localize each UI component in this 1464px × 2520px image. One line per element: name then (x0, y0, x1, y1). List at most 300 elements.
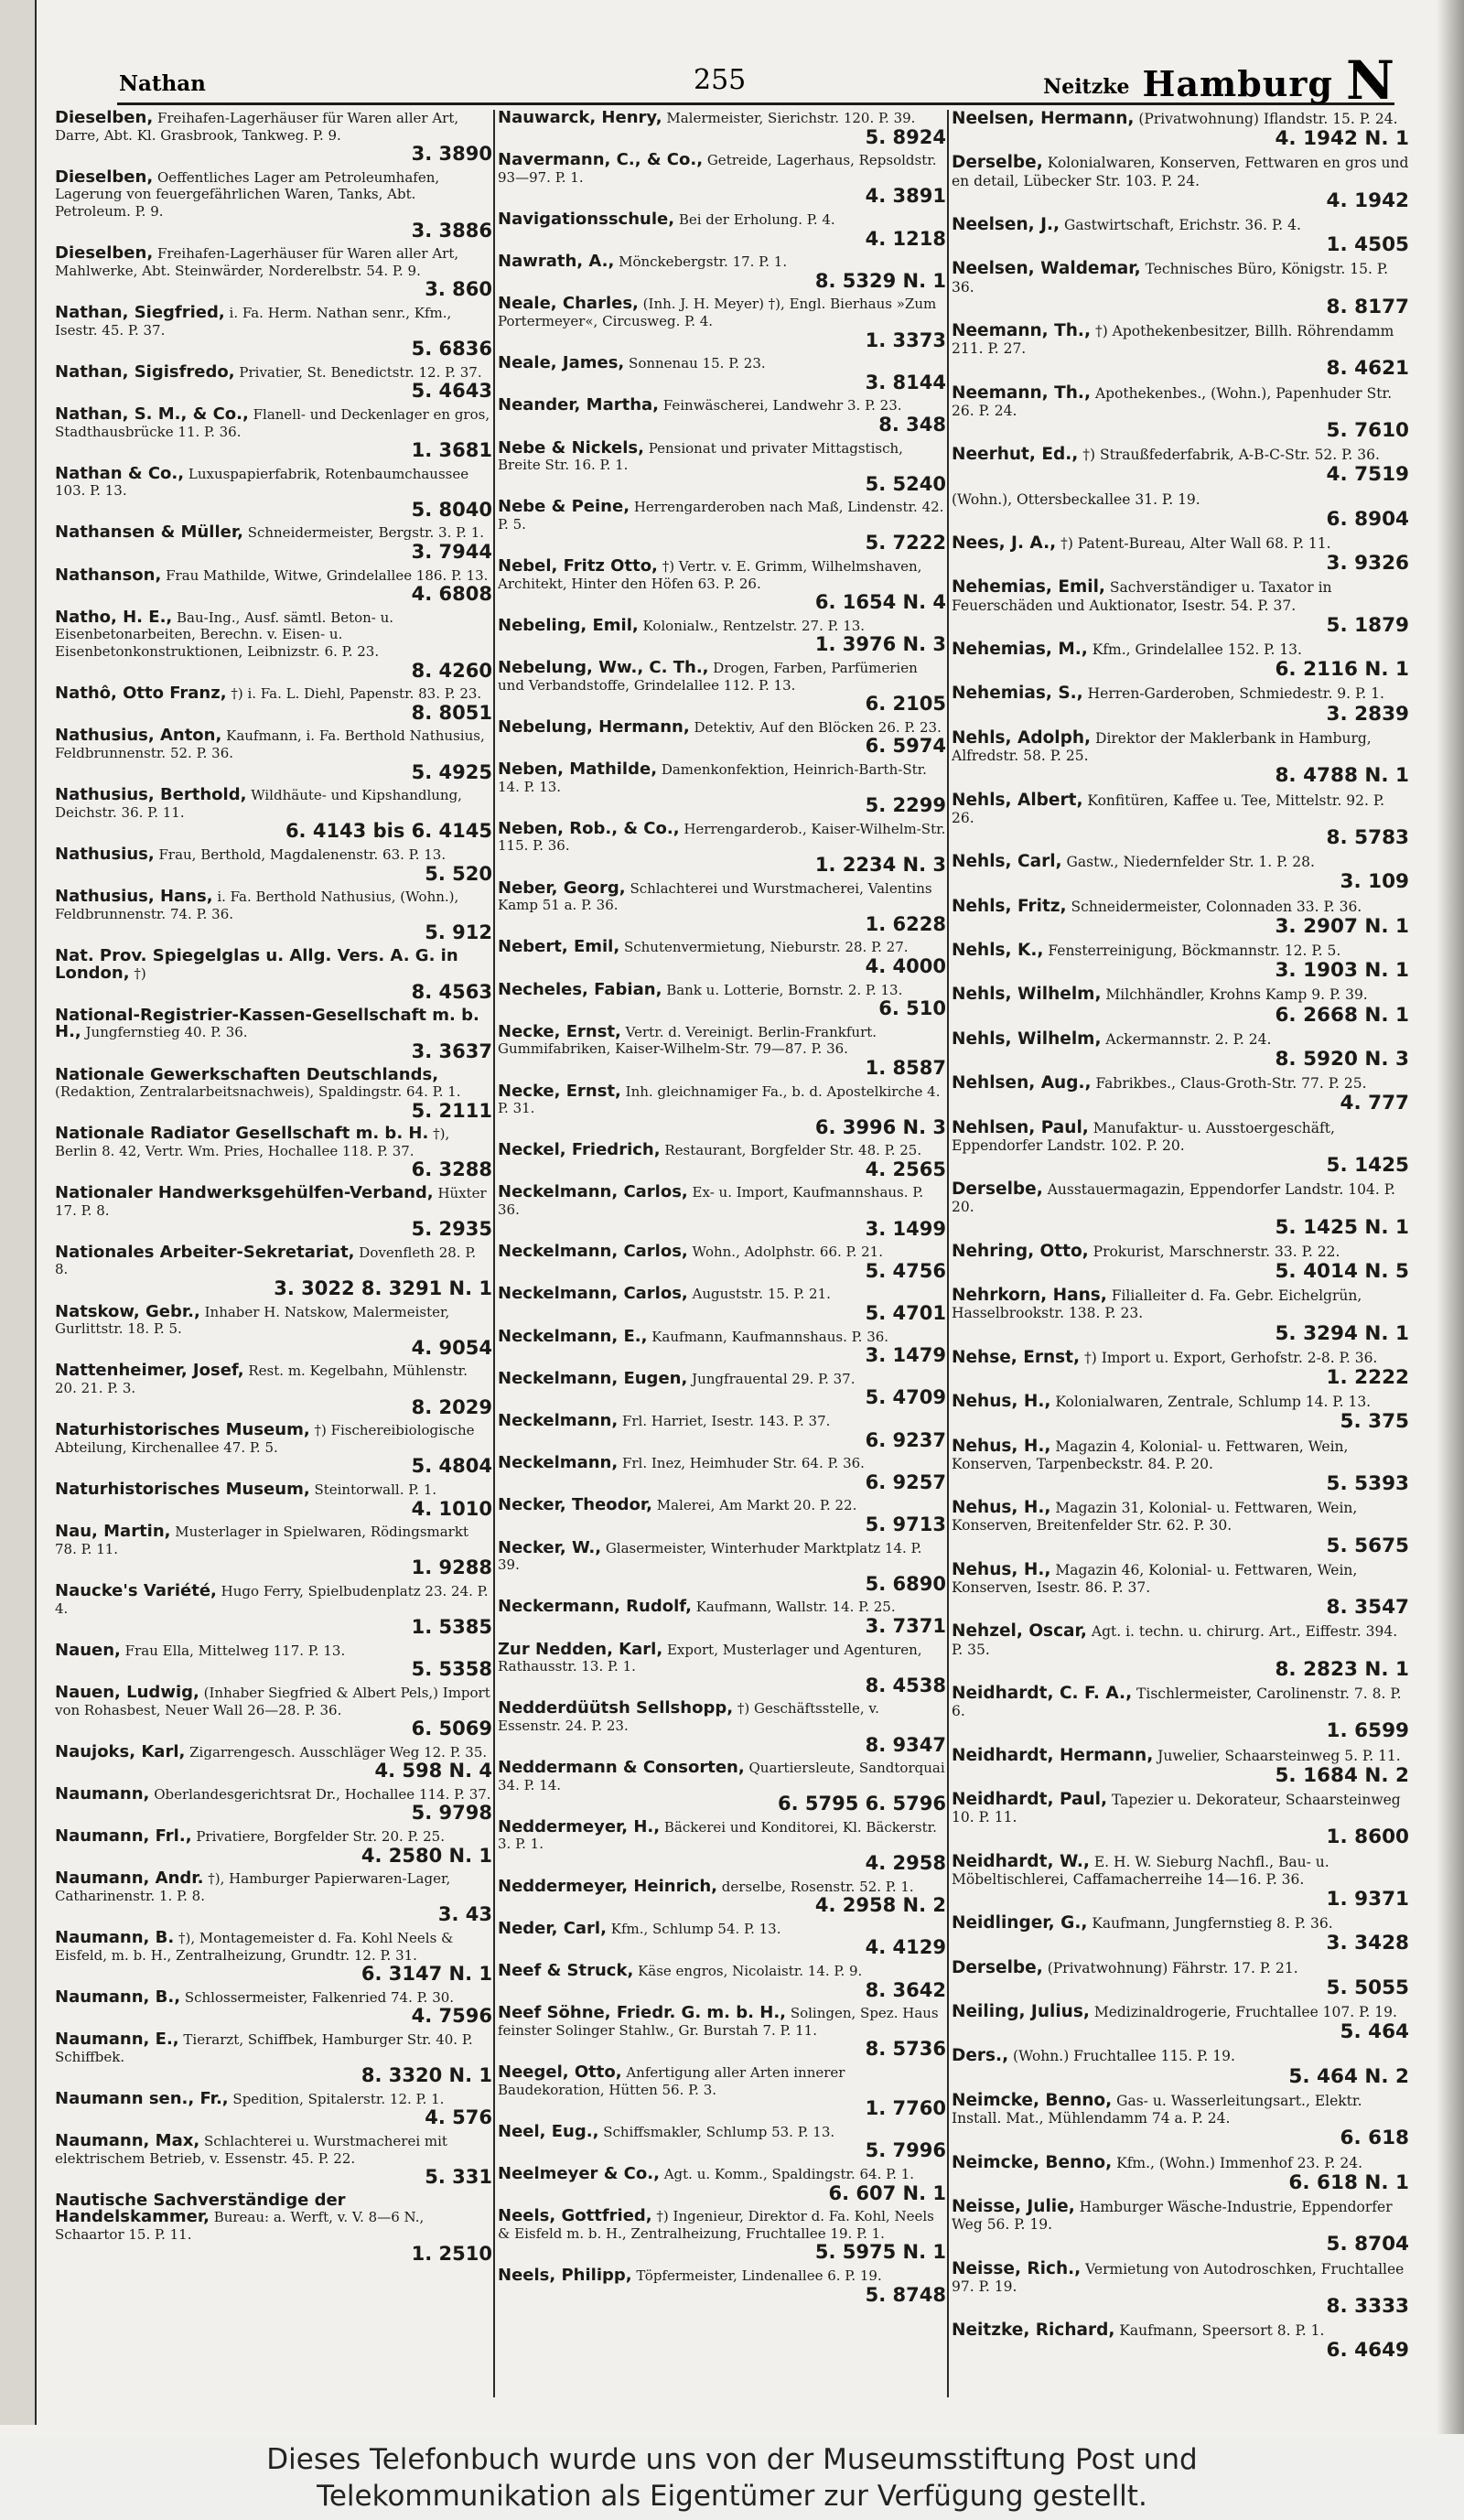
entry-name: Necke, Ernst, (498, 1081, 621, 1101)
entry-name: Nebe & Nickels, (498, 437, 644, 458)
entry-name: Navermann, C., & Co., (498, 150, 704, 170)
entry-phone-number: 3. 9326 (1326, 552, 1409, 576)
directory-entry (952, 1959, 1409, 1998)
entry-name: Naumann, Max, (55, 2130, 200, 2150)
directory-entry (55, 567, 492, 605)
directory-entry (498, 152, 946, 207)
entry-phone-number: 5. 5975 N. 1 (814, 2241, 946, 2264)
entry-details: Restaurant, Borgfelder Str. 48. P. 25. (664, 1142, 922, 1159)
entry-details: †) Vertr. v. E. Grimm, Wilhelmshaven, Architekt, Hinter den Höfen 63. P. 26. (498, 558, 922, 592)
entry-phone-number: 5. 4709 (865, 1386, 946, 1409)
entry-details: Frau, Berthold, Magdalenenstr. 63. P. 13. (158, 845, 447, 863)
entry-phone-number: 3. 7371 (865, 1614, 946, 1637)
entry-details: Medizinaldrogerie, Fruchtallee 107. P. 19. (1093, 2004, 1397, 2021)
entry-details: Fensterreinigung, Böckmannstr. 12. P. 5. (1048, 942, 1341, 959)
entry-phone-number: 4. 2958 (865, 1852, 946, 1875)
entry-phone-number: 6. 3147 N. 1 (361, 1963, 492, 1986)
entry-details: Herrengarderoben nach Maß, Lindenstr. 42. P. 5. (498, 499, 944, 533)
directory-entry (952, 898, 1409, 937)
entry-details: †), Berlin 8. 42, Vertr. Wm. Pries, Hochallee 118. P. 37. (55, 1125, 450, 1159)
entry-name: Nehus, H., (952, 1498, 1051, 1518)
directory-entry (952, 384, 1409, 442)
directory-entry (55, 1642, 492, 1680)
directory-entry (55, 1870, 492, 1925)
page-number: 255 (694, 64, 747, 96)
entry-phone-number: 4. 2580 N. 1 (361, 1844, 492, 1867)
entry-phone-number: 1. 9288 (411, 1556, 492, 1579)
entry-phone-number: 5. 5240 (865, 472, 946, 495)
directory-entry (498, 1760, 946, 1815)
entry-details: Jungfernstieg 40. P. 36. (85, 1024, 248, 1041)
entry-name: Nathusius, Anton, (55, 726, 222, 746)
directory-entry (498, 1963, 946, 2000)
entry-name: Derselbe, (952, 1957, 1043, 1977)
entry-phone-number: 4. 1010 (411, 1497, 492, 1520)
entry-name: Nehls, K., (952, 940, 1044, 960)
entry-phone-number: 5. 8924 (865, 125, 946, 148)
entry-name: Derselbe, (952, 153, 1043, 173)
entry-name: Nat. Prov. Spiegelglas u. Allg. Vers. A. G. in London, (55, 945, 458, 983)
entry-details: Frl. Harriet, Isestr. 143. P. 37. (621, 1413, 831, 1429)
entry-details: Jungfrauental 29. P. 37. (692, 1370, 856, 1387)
directory-entry (952, 1499, 1409, 1556)
directory-entry (498, 1184, 946, 1239)
entry-phone-number: 5. 7996 (865, 2139, 946, 2162)
entry-name: Neiling, Julius, (952, 2002, 1090, 2022)
entry-phone-number: 4. 7519 (1326, 463, 1409, 487)
entry-name: Nehlsen, Paul, (952, 1117, 1089, 1137)
entry-phone-number: 8. 4788 N. 1 (1275, 764, 1409, 788)
entry-name: Nedderdüütsh Sellshopp, (498, 1698, 734, 1718)
directory-entry (952, 684, 1409, 724)
entry-name: Naumann, (55, 1783, 150, 1804)
entry-details: Glasermeister, Winterhuder Marktplatz 14. P. 39. (498, 1539, 922, 1574)
entry-name: Nathanson, (55, 565, 162, 585)
entry-phone-number: 5. 1425 (1326, 1153, 1409, 1177)
entry-name: Nebelung, Hermann, (498, 716, 690, 737)
directory-entry (498, 110, 946, 147)
entry-name: Neimcke, Benno, (952, 2152, 1113, 2172)
entry-details: Bureau: a. Werft, v. V. 8—6 N., Schaartor 15. P. 11. (55, 2209, 425, 2243)
entry-name: Neckermann, Rudolf, (498, 1597, 692, 1617)
entry-phone-number: 8. 5329 N. 1 (814, 269, 946, 292)
entry-name: Neckel, Friedrich, (498, 1140, 661, 1160)
entry-phone-number: 4. 1942 (1326, 188, 1409, 212)
entry-phone-number: 1. 8587 (865, 1056, 946, 1079)
entry-details: derselbe, Rosenstr. 52. P. 1. (721, 1878, 914, 1895)
entry-name: Neisse, Rich., (952, 2258, 1082, 2278)
directory-entry (952, 2260, 1409, 2318)
header-right-group (1043, 49, 1394, 112)
entry-details: Flanell- und Deckenlager en gros, Stadthausbrücke 11. P. 36. (55, 405, 490, 440)
entry-phone-number: 5. 4014 N. 5 (1275, 1259, 1409, 1283)
entry-details: †) Geschäftsstelle, v. Essenstr. 24. P. 23. (498, 1700, 879, 1734)
directory-entry (498, 2208, 946, 2263)
entry-details: Export, Musterlager und Agenturen, Rathausstr. 13. P. 1. (498, 1641, 922, 1675)
entry-name: Nathan, Sigisfredo, (55, 361, 235, 382)
directory-entry (952, 2092, 1409, 2149)
entry-details: Wildhäute- und Kipshandlung, Deichstr. 36. P. 11. (55, 787, 462, 821)
entry-details: Gastw., Niedernfelder Str. 1. P. 28. (1066, 854, 1315, 871)
entry-details: Spedition, Spitalerstr. 12. P. 1. (232, 2090, 445, 2107)
entry-phone-number: 6. 9257 (865, 1470, 946, 1493)
entry-details: Pensionat und privater Mittagstisch, Breite Str. 16. P. 1. (498, 439, 903, 474)
entry-name: Nehls, Adolph, (952, 727, 1092, 748)
entry-name: Neder, Carl, (498, 1918, 607, 1938)
entry-phone-number: 4. 9054 (411, 1336, 492, 1359)
directory-entry (498, 716, 946, 758)
entry-phone-number: 4. 2958 N. 2 (814, 1894, 946, 1917)
entry-details: Direktor der Maklerbank in Hamburg, Alfredstr. 58. P. 25. (952, 729, 1372, 765)
entry-name: Neelsen, Hermann, (952, 110, 1135, 128)
entry-details: Gastwirtschaft, Erichstr. 36. P. 4. (1064, 217, 1301, 234)
entry-details: Fabrikbes., Claus-Groth-Str. 77. P. 25. (1095, 1075, 1367, 1093)
adjacent-page-edge (0, 0, 37, 2425)
directory-entry (952, 110, 1409, 149)
header-city: Hamburg (1142, 63, 1333, 104)
entry-phone-number: 6. 607 N. 1 (828, 2181, 946, 2204)
entry-phone-number: 4. 4000 (865, 954, 946, 977)
entry-details: Magazin 31, Kolonial- u. Fettwaren, Wein, Konserven, Breitenfelder Str. 62. P. 30. (952, 1500, 1358, 1535)
entry-details: (Redaktion, Zentralarbeitsnachweis), Spaldingstr. 64. P. 1. (55, 1083, 461, 1101)
entry-details: Malerei, Am Markt 20. P. 22. (656, 1497, 857, 1514)
entry-name: Neidhardt, Paul, (952, 1790, 1108, 1810)
directory-entry (952, 985, 1409, 1025)
entry-details: Magazin 46, Kolonial- u. Fettwaren, Wein, Konserven, Isestr. 86. P. 37. (952, 1561, 1358, 1597)
entry-phone-number: 5. 3294 N. 1 (1275, 1321, 1409, 1345)
directory-entry (498, 211, 946, 249)
entry-name: Nationales Arbeiter-Sekretariat, (55, 1242, 355, 1262)
entry-details: Frau Ella, Mittelweg 117. P. 13. (124, 1642, 346, 1659)
directory-entry (498, 1368, 946, 1409)
directory-entry (55, 1828, 492, 1866)
entry-phone-number: 4. 6808 (411, 583, 492, 606)
entry-phone-number: 5. 1425 N. 1 (1275, 1215, 1409, 1239)
entry-phone-number: 8. 4563 (411, 981, 492, 1004)
entry-phone-number: 5. 8748 (865, 2283, 946, 2306)
entry-details: Freihafen-Lagerhäuser für Waren aller Art, Darre, Abt. Kl. Grasbrook, Tankweg. P. 9. (55, 110, 459, 144)
entry-details: †) Import u. Export, Gerhofstr. 2-8. P. 36. (1083, 1349, 1378, 1366)
entry-details: (Privatwohnung) Fährstr. 17. P. 21. (1047, 1959, 1298, 1976)
directory-entry (952, 1180, 1409, 1238)
entry-details: Schlossermeister, Falkenried 74. P. 30. (184, 1988, 455, 2006)
directory-entry (498, 1455, 946, 1492)
directory-entry (952, 1747, 1409, 1786)
entry-phone-number: 8. 9347 (865, 1733, 946, 1756)
entry-phone-number: 1. 2510 (411, 2242, 492, 2265)
entry-phone-number: 4. 7596 (411, 2005, 492, 2028)
entry-phone-number: 5. 7610 (1326, 419, 1409, 443)
directory-entry (952, 792, 1409, 849)
directory-entry (952, 853, 1409, 892)
entry-phone-number: 3. 3886 (411, 219, 492, 242)
entry-details: Inh. gleichnamiger Fa., b. d. Apostelkirche 4. P. 31. (498, 1082, 941, 1117)
entry-name: Nathan, Siegfried, (55, 302, 225, 322)
entry-phone-number: 8. 5736 (865, 2038, 946, 2061)
entry-name: Naumann, B., (55, 1987, 181, 2007)
entry-details: Getreide, Lagerhaus, Repsoldstr. 93—97. P. 1. (498, 152, 937, 186)
directory-entry (498, 1918, 946, 1959)
directory-entry (952, 1393, 1409, 1432)
directory-entry (55, 2192, 492, 2264)
entry-name: Nathan, S. M., & Co., (55, 404, 249, 424)
entry-phone-number: 3. 7944 (411, 541, 492, 564)
footer-notice (0, 2438, 1464, 2520)
entry-name: Necker, W., (498, 1537, 602, 1557)
entry-phone-number: 6. 4649 (1326, 2339, 1409, 2363)
directory-entry (952, 1853, 1409, 1911)
entry-name: Naujoks, Karl, (55, 1741, 186, 1761)
entry-phone-number: 5. 464 (1340, 2020, 1409, 2044)
entries-column-2 (498, 110, 946, 2397)
entry-details: Juwelier, Schaarsteinweg 5. P. 11. (1157, 1747, 1401, 1764)
entry-details: Agt. i. techn. u. chirurg. Art., Eiffestr. 394. P. 35. (952, 1623, 1398, 1658)
entry-phone-number: 6. 2105 (865, 693, 946, 716)
entry-phone-number: 6. 4143 bis 6. 4145 (285, 820, 492, 843)
entry-name: Neckelmann, Carlos, (498, 1284, 688, 1304)
entry-phone-number: 8. 4260 (411, 659, 492, 682)
entry-phone-number: 3. 2907 N. 1 (1275, 914, 1409, 938)
directory-entry (55, 609, 492, 681)
entry-name: Neckelmann, E., (498, 1326, 648, 1346)
entry-name: Nebert, Emil, (498, 937, 620, 957)
directory-entry (498, 437, 946, 495)
entry-details: Feinwäscherei, Landwehr 3. P. 23. (662, 397, 902, 415)
directory-entry (55, 1481, 492, 1519)
entry-name: Neef Söhne, Friedr. G. m. b. H., (498, 2003, 787, 2023)
entry-details: Kolonialw., Rentzelstr. 27. P. 13. (642, 617, 866, 634)
entry-details: (Inhaber Siegfried & Albert Pels,) Import von Rohasbest, Neuer Wall 26—28. P. 36. (55, 1684, 490, 1718)
directory-entry (498, 397, 946, 435)
directory-entry (55, 1244, 492, 1299)
entry-details: Herren-Garderoben, Schmiedestr. 9. P. 1. (1087, 685, 1384, 703)
entry-name: Nauen, Ludwig, (55, 1682, 199, 1702)
entry-name: Naumann, E., (55, 2030, 179, 2049)
entry-phone-number: 6. 5795 6. 5796 (777, 1793, 946, 1815)
entry-phone-number: 6. 1654 N. 4 (814, 591, 946, 614)
entry-name: Neben, Mathilde, (498, 759, 658, 779)
entry-details: i. Fa. Herm. Nathan senr., Kfm., Isestr. 45. P. 37. (55, 304, 452, 339)
entry-name: Neander, Martha, (498, 395, 660, 415)
directory-entry (55, 1989, 492, 2027)
entry-name: Neemann, Th., (952, 382, 1091, 403)
entry-details: Bau-Ing., Ausf. sämtl. Beton- u. Eisenbetonarbeiten, Berechn. v. Eisen- u. Eisenbetonkonstruktionen, Leibnizstr. 6. P. 23. (55, 608, 394, 661)
entry-details: Prokurist, Marschnerstr. 33. P. 22. (1093, 1243, 1340, 1260)
entry-details: Kolonialwaren, Konserven, Fettwaren en gros und en detail, Lübecker Str. 103. P. 24. (952, 155, 1409, 189)
entry-phone-number: 5. 2111 (411, 1099, 492, 1122)
entry-details: Privatier, St. Benedictstr. 12. P. 37. (239, 363, 482, 381)
directory-entry (498, 979, 946, 1020)
directory-entry (498, 1244, 946, 1281)
entry-name: Neelsen, J., (952, 215, 1060, 235)
entry-details: Hamburger Wäsche-Industrie, Eppendorfer Weg 56. P. 19. (952, 2198, 1393, 2234)
entry-phone-number: 5. 7222 (865, 532, 946, 555)
directory-entry (498, 2121, 946, 2162)
entry-name: Naucke's Variété, (55, 1580, 217, 1600)
entry-name: Nebeling, Emil, (498, 615, 639, 635)
entry-name: Ders., (952, 2046, 1009, 2066)
directory-entry (55, 945, 492, 1004)
directory-entry (498, 1142, 946, 1179)
entry-phone-number: 8. 3333 (1326, 2294, 1409, 2318)
entry-phone-number: 5. 9798 (411, 1802, 492, 1825)
directory-entry (952, 578, 1409, 636)
directory-entry (498, 880, 946, 935)
entry-details: †) Straußfederfabrik, A-B-C-Str. 52. P. 36. (1082, 447, 1380, 464)
entry-name: Nehls, Wilhelm, (952, 1028, 1102, 1049)
directory-entry (498, 2064, 946, 2119)
entry-details: Zigarrengesch. Ausschläger Weg 12. P. 35. (189, 1743, 488, 1761)
entry-phone-number: 6. 510 (878, 997, 946, 1020)
directory-entry (952, 1914, 1409, 1954)
entry-phone-number: 3. 109 (1340, 870, 1409, 894)
directory-entry (55, 2088, 492, 2129)
entry-phone-number: 1. 3373 (865, 328, 946, 351)
directory-entry (952, 446, 1409, 485)
entry-phone-number: 3. 3890 (411, 143, 492, 166)
directory-entry (952, 1287, 1409, 1344)
entry-phone-number: 8. 4538 (865, 1674, 946, 1696)
entry-details: Vermietung von Autodroschken, Fruchtallee 97. P. 19. (952, 2260, 1405, 2295)
entry-name: Nehus, H., (952, 1392, 1051, 1412)
entry-details: (Privatwohnung) Iflandstr. 15. P. 24. (1138, 111, 1398, 127)
directory-entry (55, 1064, 492, 1122)
entry-details: †) Apothekenbesitzer, Billh. Röhrendamm 211. P. 27. (952, 323, 1394, 358)
entry-phone-number: 1. 3976 N. 3 (814, 633, 946, 656)
entry-name: Neelmeyer & Co., (498, 2163, 660, 2183)
entry-name: Neegel, Otto, (498, 2062, 622, 2082)
entry-details: Herrengarderob., Kaiser-Wilhelm-Str. 115. P. 36. (498, 820, 946, 855)
entry-details: Kaufmann, Wallstr. 14. P. 25. (695, 1599, 896, 1616)
directory-entry (55, 685, 492, 723)
directory-entry (55, 2031, 492, 2086)
entry-phone-number: 6. 2668 N. 1 (1275, 1003, 1409, 1027)
entry-details: i. Fa. Berthold Nathusius, (Wohn.), Feldbrunnenstr. 74. P. 36. (55, 888, 459, 922)
entry-phone-number: 5. 331 (425, 2166, 492, 2189)
entry-name: Nau, Martin, (55, 1522, 171, 1542)
directory-entry (498, 1816, 946, 1875)
entry-details: Sachverständiger u. Taxator in Feuerschäden und Auktionator, Isestr. 54. P. 37. (952, 579, 1332, 614)
entry-phone-number: 5. 520 (425, 862, 492, 885)
entry-details: Apothekenbes., (Wohn.), Papenhuder Str. 26. P. 24. (952, 384, 1393, 419)
entry-phone-number: 8. 2823 N. 1 (1275, 1657, 1409, 1681)
entry-name: Nehls, Wilhelm, (952, 985, 1102, 1005)
entry-name: Nehring, Otto, (952, 1241, 1089, 1261)
entry-details: Konfitüren, Kaffee u. Tee, Mittelstr. 92. P. 26. (952, 792, 1385, 826)
entry-details: Käse engros, Nicolaistr. 14. P. 9. (638, 1963, 863, 1980)
entry-phone-number: 5. 9713 (865, 1513, 946, 1535)
entry-details: Frl. Inez, Heimhuder Str. 64. P. 36. (621, 1455, 865, 1472)
directory-entry (498, 499, 946, 554)
entry-name: Neckelmann, (498, 1453, 619, 1473)
entry-name: Nehse, Ernst, (952, 1347, 1081, 1367)
entry-name: Neale, James, (498, 353, 625, 373)
entry-name: Neber, Georg, (498, 878, 626, 898)
entry-details: Schneidermeister, Colonnaden 33. P. 36. (1071, 898, 1362, 915)
directory-entry (952, 1622, 1409, 1680)
entry-details: Tischlermeister, Carolinenstr. 7. 8. P. 6. (952, 1685, 1402, 1720)
entry-details: (Wohn.), Ottersbeckallee 31. P. 19. (952, 490, 1200, 508)
entry-name: Neale, Charles, (498, 294, 639, 314)
directory-entry (55, 787, 492, 842)
entry-phone-number: 5. 464 N. 2 (1288, 2064, 1409, 2088)
entry-details: Ackermannstr. 2. P. 24. (1105, 1030, 1272, 1048)
entry-name: Nauwarck, Henry, (498, 110, 662, 127)
entry-name: Nehls, Fritz, (952, 896, 1067, 916)
directory-entry (952, 2198, 1409, 2256)
entry-name: Nationaler Handwerksgehülfen-Verband, (55, 1183, 434, 1203)
entries-column-1 (55, 110, 492, 2397)
entry-phone-number: 5. 4804 (411, 1455, 492, 1478)
entry-phone-number: 6. 3996 N. 3 (814, 1115, 946, 1138)
entry-phone-number: 5. 5055 (1326, 1976, 1409, 1999)
directory-entry (498, 939, 946, 976)
directory-entry (55, 1301, 492, 1359)
entry-name: Neidhardt, C. F. A., (952, 1684, 1133, 1704)
directory-entry (498, 355, 946, 393)
directory-entry (952, 322, 1409, 380)
footer-line-1: Dieses Telefonbuch wurde uns von der Museumsstiftung Post und (266, 2443, 1198, 2476)
entry-details: Drogen, Farben, Parfümerien und Verbandstoffe, Grindelallee 112. P. 13. (498, 660, 918, 694)
entry-details: †) Ingenieur, Direktor d. Fa. Kohl, Neels & Eisfeld m. b. H., Zentralheizung, Fruchtallee 19. P. 1. (498, 2208, 934, 2242)
entry-details: Milchhändler, Krohns Kamp 9. P. 39. (1105, 986, 1368, 1004)
entry-details: Vertr. d. Vereinigt. Berlin-Frankfurt. Gummifabriken, Kaiser-Wilhelm-Str. 79—87. P. 36. (498, 1023, 877, 1058)
entry-phone-number: 5. 4701 (865, 1302, 946, 1325)
entry-phone-number: 3. 1903 N. 1 (1275, 959, 1409, 983)
directory-entry (498, 1876, 946, 1917)
entry-details: Bei der Erholung. P. 4. (678, 210, 835, 228)
entry-phone-number: 1. 4505 (1326, 233, 1409, 257)
directory-entry (55, 361, 492, 403)
directory-entry (55, 463, 492, 521)
entry-phone-number: 5. 6836 (411, 338, 492, 361)
entry-phone-number: 3. 3637 (411, 1039, 492, 1062)
entry-name: Nehzel, Oscar, (952, 1621, 1087, 1642)
entry-phone-number: 8. 5783 (1326, 825, 1409, 849)
entry-phone-number: 4. 1942 N. 1 (1275, 127, 1409, 151)
entry-phone-number: 1. 6599 (1326, 1719, 1409, 1743)
entry-name: Nees, J. A., (952, 533, 1057, 554)
entry-name: Nathô, Otto Franz, (55, 684, 227, 704)
directory-entry (498, 296, 946, 350)
entry-details: Quartiersleute, Sandtorquai 34. P. 14. (498, 1760, 945, 1793)
directory-entry (55, 1185, 492, 1240)
entry-name: Neddermann & Consorten, (498, 1758, 745, 1778)
entry-name: Necker, Theodor, (498, 1495, 652, 1515)
entry-phone-number: 1. 3681 (411, 439, 492, 462)
directory-entry (498, 2163, 946, 2204)
directory-entry (952, 1561, 1409, 1619)
entry-name: Navigationsschule, (498, 209, 675, 229)
column-divider (493, 110, 495, 2397)
entry-details: †) Patent-Bureau, Alter Wall 68. P. 11. (1060, 535, 1331, 553)
entry-phone-number: 3. 3428 (1326, 1932, 1409, 1955)
entry-name: Nehus, H., (952, 1436, 1051, 1456)
directory-entry (55, 2130, 492, 2189)
entry-phone-number: 5. 4756 (865, 1259, 946, 1282)
entry-details: Rest. m. Kegelbahn, Mühlenstr. 20. 21. P. 3. (55, 1362, 468, 1396)
entry-phone-number: 3. 860 (425, 278, 492, 301)
entry-name: Neitzke, Richard, (952, 2321, 1115, 2341)
entry-name: Nehls, Albert, (952, 790, 1083, 810)
entry-details: (Wohn.) Fruchtallee 115. P. 19. (1013, 2048, 1235, 2065)
entry-phone-number: 5. 8040 (411, 498, 492, 521)
entry-details: Bank u. Lotterie, Bornstr. 2. P. 13. (666, 981, 903, 998)
entry-name: Nathusius, Berthold, (55, 785, 247, 805)
entry-phone-number: 3. 43 (437, 1903, 492, 1926)
directory-entry (952, 1030, 1409, 1070)
entry-details: †) i. Fa. L. Diehl, Papenstr. 83. P. 23. (231, 685, 482, 703)
